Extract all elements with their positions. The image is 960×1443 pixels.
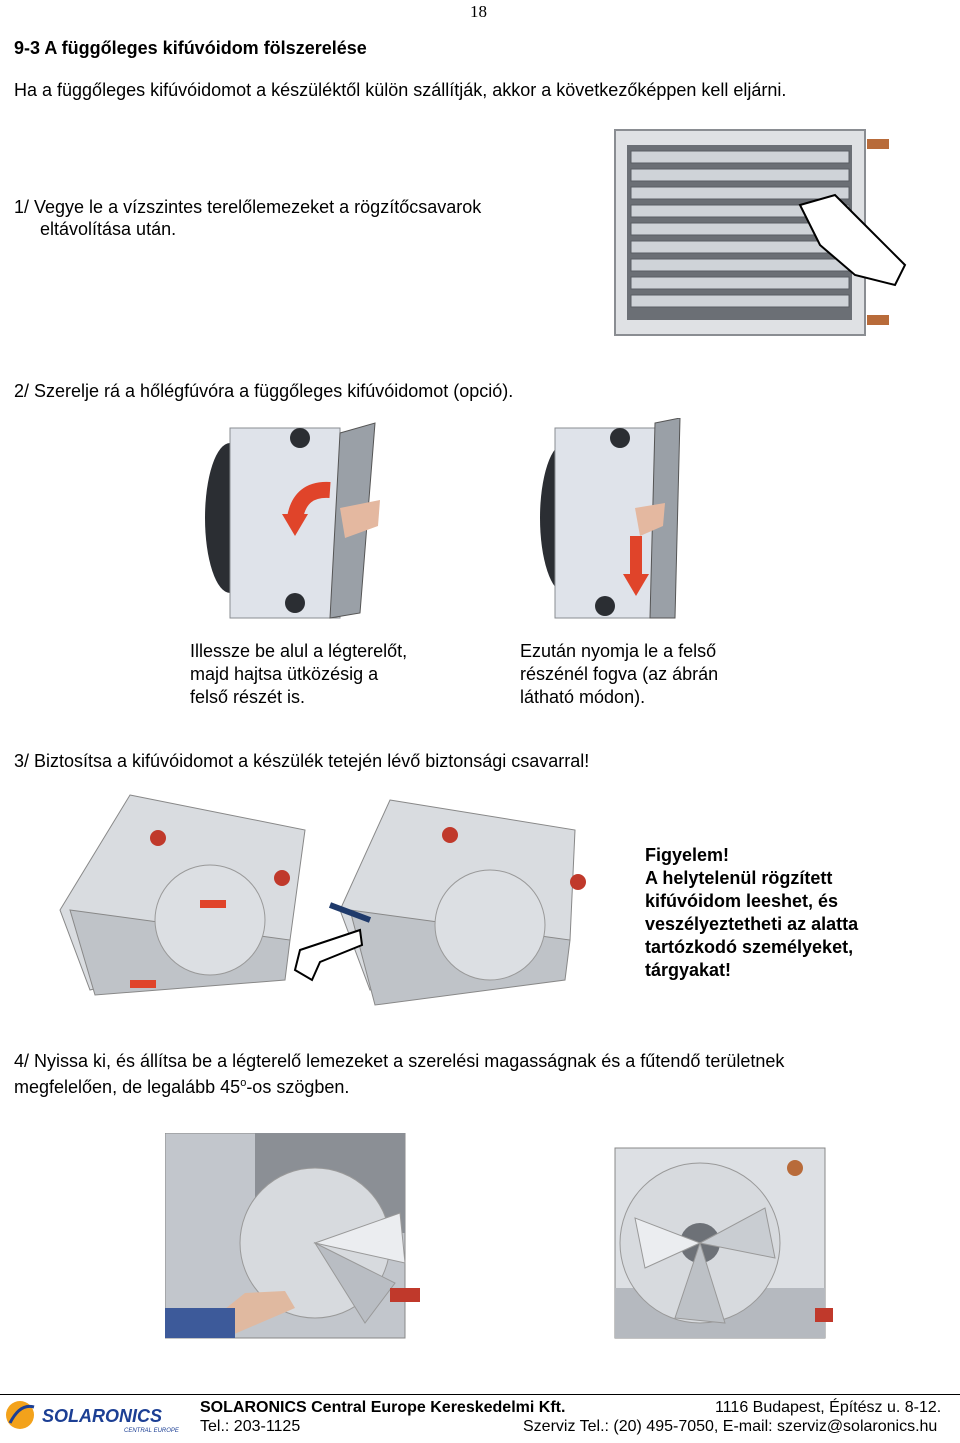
louver-adjust-figure-right	[605, 1138, 845, 1348]
company-name: SOLARONICS Central Europe Kereskedelmi Kft.	[200, 1399, 566, 1416]
caption-right: Ezután nyomja le a felső részénél fogva (az ábrán látható módon).	[520, 641, 719, 707]
arrow-icon	[130, 980, 156, 988]
safety-screw-figure	[50, 790, 590, 1025]
logo-text: SOLARONICS	[42, 1406, 163, 1426]
step-1-text: 1/ Vegye le a vízszintes terelőlemezeket a rögzítőcsavarok eltávolítása után.	[14, 197, 482, 239]
step-2-text: 2/ Szerelje rá a hőlégfúvóra a függőleges kifúvóidomot (opció).	[14, 381, 514, 401]
solaronics-logo	[4, 1397, 179, 1435]
step-4-text: 4/ Nyissa ki, és állítsa be a légterelő lemezeket a szerelési magasságnak és a fűtendő területnek megfelelően, de legalább 45$^o$-os szögben.	[14, 1051, 785, 1097]
warning-note: Figyelem! A helytelenül rögzített kifúvóidom leeshet, és veszélyeztetheti az alatta tartózkodó személyeket, tárgyakat!	[645, 845, 859, 980]
caption-left: Illessze be alul a légterelőt, majd hajtsa ütközésig a felső részét is.	[190, 641, 408, 707]
company-address: 1116 Budapest, Építész u. 8-12.	[715, 1399, 942, 1416]
mounting-figure-right	[535, 418, 715, 623]
logo-subtext: CENTRAL EUROPE	[124, 1428, 179, 1434]
page-number: 18	[470, 2, 487, 21]
heater-front-figure	[605, 125, 915, 345]
pointing-hand-icon	[295, 930, 362, 980]
mounting-figure-left	[200, 418, 390, 623]
intro-text: Ha a függőleges kifúvóidomot a készüléktől külön szállítják, akkor a következőképpen kell eljárni.	[14, 80, 787, 100]
page-footer	[0, 1394, 960, 1437]
step-3-text: 3/ Biztosítsa a kifúvóidomot a készülék tetején lévő biztonsági csavarral!	[14, 751, 590, 771]
louver-adjust-figure-left	[165, 1133, 435, 1343]
company-phone: Tel.: 203-1125	[200, 1418, 301, 1435]
arrow-icon	[200, 900, 226, 908]
section-title: 9-3 A függőleges kifúvóidom fölszerelése	[14, 38, 367, 58]
service-contact: Szerviz Tel.: (20) 495-7050, E-mail: szerviz@solaronics.hu	[523, 1418, 938, 1435]
